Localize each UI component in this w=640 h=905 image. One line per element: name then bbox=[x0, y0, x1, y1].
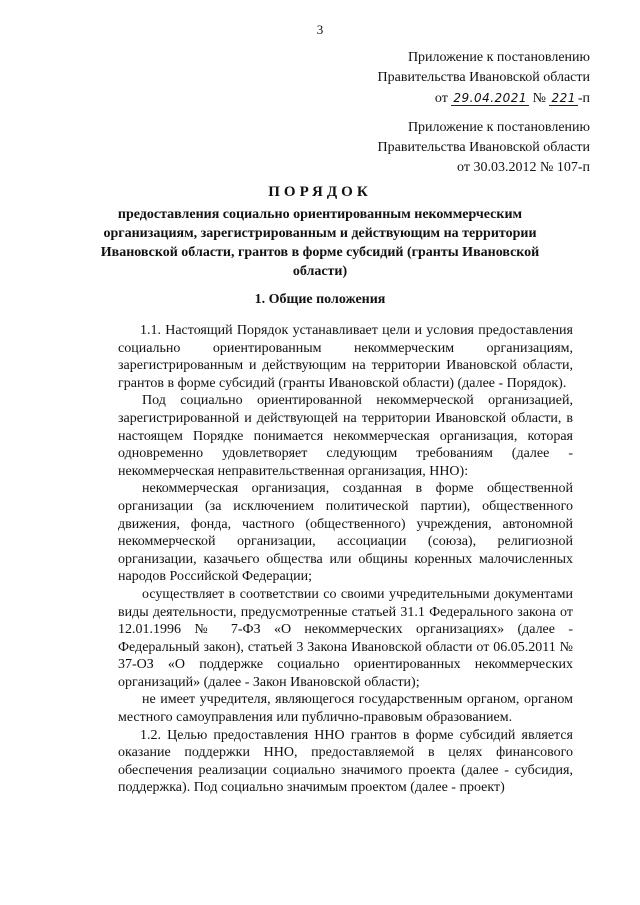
paragraph-requirement-1: некоммерческая организация, созданная в форме общественной организации (за исключением политической партии), общественного движения, фонда, частного (общественного) учреждения, автономной некоммерческой организации, ассоциации (союза), религиозной организации, казачьего общества или общины коренных малочисленных народов Российской Федерации; bbox=[118, 481, 573, 585]
handwritten-number: 221 bbox=[551, 91, 576, 105]
appendix-old-line-3: от 30.03.2012 № 107-п bbox=[457, 160, 590, 175]
appendix-header-new bbox=[330, 48, 590, 109]
paragraph-requirement-2: осуществляет в соответствии со своими учредительными документами виды деятельности, предусмотренные статьей 31.1 Федерального закона от 12.01.1996 № 7-ФЗ «О некоммерческих организациях» (далее - Федеральный закон), статьей 3 Закона Ивановской области от 06.05.2011 № 37-ОЗ «О поддержке социально ориентированных некоммерческих организаций» (далее - Закон Ивановской области); bbox=[118, 586, 573, 690]
appendix-date-line bbox=[330, 88, 590, 109]
document-title: ПОРЯДОК bbox=[268, 184, 372, 200]
handwritten-date: 29.04.2021 bbox=[453, 91, 528, 105]
number-sign: № bbox=[532, 91, 546, 106]
appendix-header-old bbox=[330, 118, 590, 178]
appendix-old-line-1: Приложение к постановлению bbox=[407, 120, 590, 135]
paragraph-definition: Под социально ориентированной некоммерческой организацией, зарегистрированной и действующей на территории Ивановской области, в настоящем Порядке понимается некоммерческая организация, которая одновременно удовлетворяет следующим требованиям (далее - некоммерческая неправительственная организация, ННО): bbox=[118, 393, 573, 479]
date-prefix: от bbox=[434, 91, 448, 106]
number-suffix: -п bbox=[577, 91, 590, 106]
paragraph-requirement-3: не имеет учредителя, являющегося государственным органом, органом местного самоуправления или публично-правовым образованием. bbox=[118, 692, 573, 726]
document-body bbox=[118, 322, 573, 797]
appendix-line-1: Приложение к постановлению bbox=[407, 50, 590, 65]
paragraph-1-1: 1.1. Настоящий Порядок устанавливает цели и условия предоставления социально ориентированным некоммерческим организациям, зарегистрированным и действующим на территории Ивановской области, грантов в форме субсидий (гранты Ивановской области) (далее - Порядок). bbox=[118, 323, 573, 391]
appendix-old-line-2: Правительства Ивановской области bbox=[377, 140, 590, 155]
paragraph-1-2: 1.2. Целью предоставления ННО грантов в форме субсидий является оказание поддержки ННО, предоставляемой в целях финансового обеспечения реализации социально значимого проекта (далее - субсидия, поддержка). Под социально значимым проектом (далее - проект) bbox=[118, 727, 573, 796]
appendix-line-2: Правительства Ивановской области bbox=[377, 70, 590, 85]
section-heading: 1. Общие положения bbox=[254, 292, 386, 307]
document-subtitle: предоставления социально ориентированным некоммерческим организациям, зарегистрированным и действующим на территории Ивановской области, грантов в форме субсидий (гранты Ивановской области) bbox=[100, 207, 540, 279]
page-number: 3 bbox=[316, 22, 324, 37]
